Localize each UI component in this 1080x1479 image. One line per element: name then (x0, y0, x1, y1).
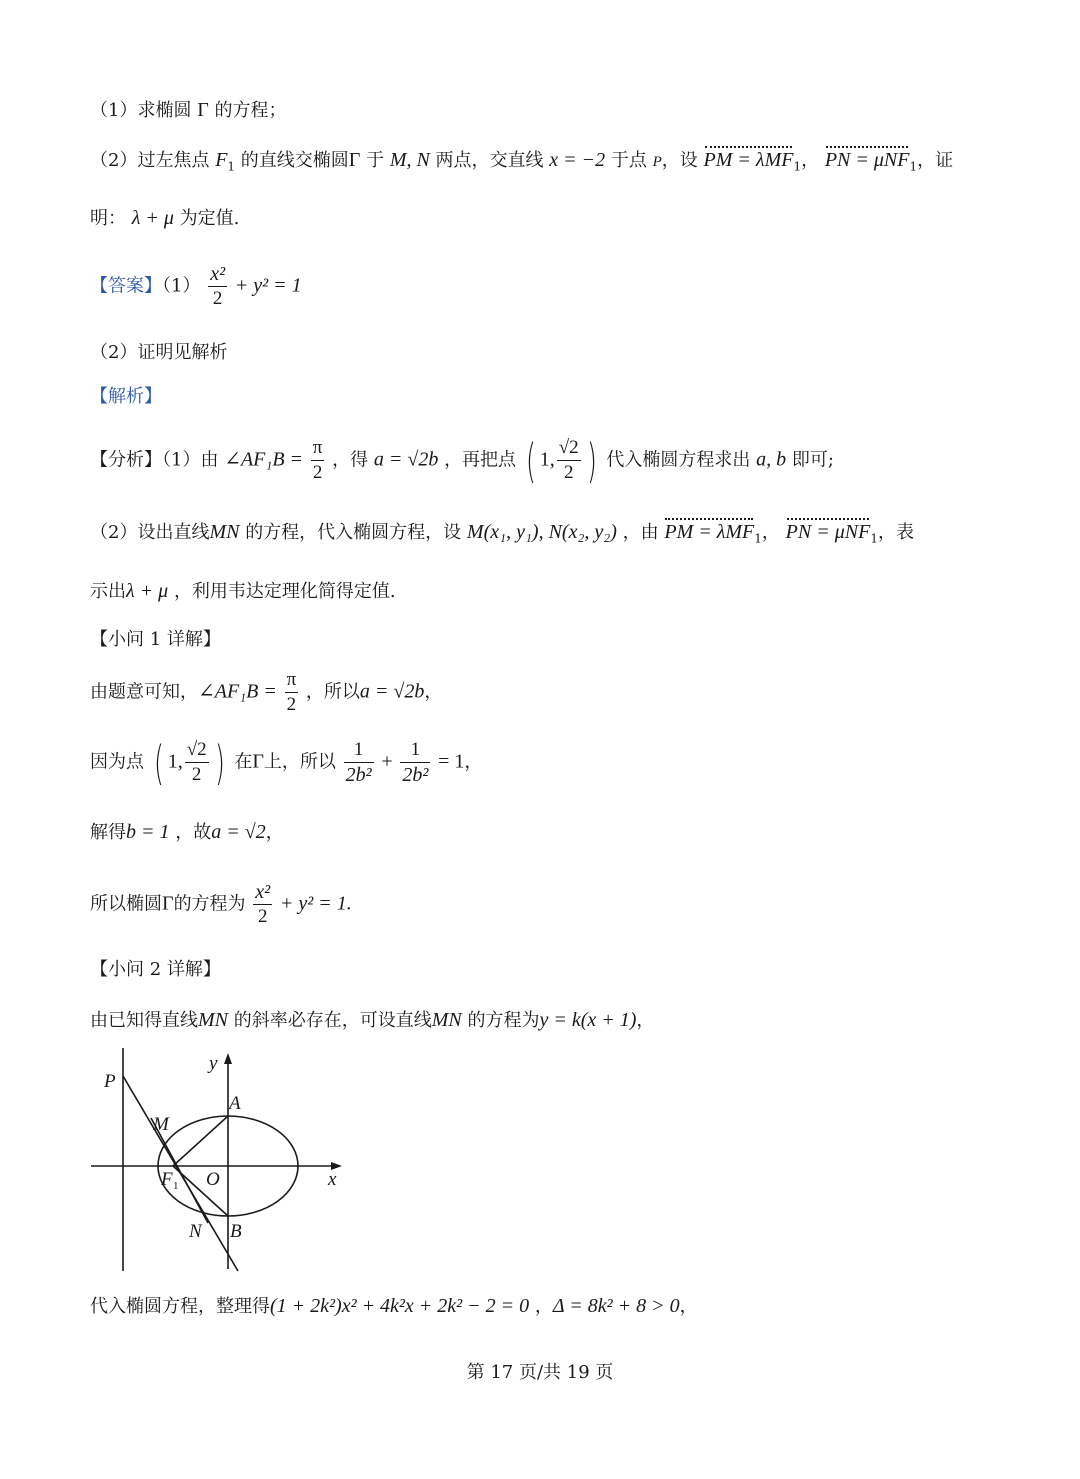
label-F1-sub: 1 (173, 1180, 179, 1192)
analysis-line3: 示出λ + μ ，利用韦达定理化简得定值. (90, 580, 396, 602)
fraction: $\frac{\text{x²}}{2}$ (210, 263, 226, 309)
label-A: A (229, 1093, 241, 1114)
y-axis-arrow (224, 1053, 232, 1064)
jiexi-tag: 【解析】 (90, 386, 162, 407)
sub1-line4: 所以椭圆Γ的方程为 $\frac{\text{x²}}{2}$ + y² = 1. (90, 881, 352, 927)
analysis-line1: 【分析】（1）由 ∠AF₁B = $\frac{\pi}{2}$ ，得 a = √2b ，再把点 ( 1, $\frac{√2}{2}$ ) 代入椭圆方程求出 a, b 即可; (90, 433, 834, 488)
question-2: （2）过左焦点 $F_1$ 的直线交椭圆Γ 于 M, N 两点，交直线 x = −2 于点 P，设 PM = λMF$_1$， PN = μNF$_1$，证 (90, 149, 954, 174)
sub2-line2: 代入椭圆方程，整理得(1 + 2k²)x² + 4k²x + 2k² − 2 = 0 ，Δ = 8k² + 8 > 0， (90, 1295, 698, 1317)
label-N: N (189, 1221, 202, 1242)
answer-part1: 【答案】（1） $\frac{\text{x²}}{2}$ + y² = 1 (90, 263, 302, 309)
answer-part2: （2）证明见解析 (90, 342, 228, 363)
ellipse-diagram (88, 1043, 358, 1275)
label-M: M (153, 1114, 169, 1135)
sub2-line1: 由已知得直线MN 的斜率必存在，可设直线MN 的方程为y = k(x + 1)， (90, 1009, 655, 1031)
sub1-line2: 因为点 ( 1, $\frac{√2}{2}$ ) 在Γ上，所以 $\frac{1}{\text{2b²}}$ + $\frac{1}{\text{2b²}}$ = 1， (90, 735, 483, 790)
page-footer: 第 17 页/共 19 页 (466, 1362, 614, 1383)
label-B: B (230, 1221, 242, 1242)
analysis-line2: （2）设出直线MN 的方程，代入椭圆方程，设 M(x₁, y₁), N(x₂, y₂) ，由 PM = λMF$_1$， PN = μNF$_1$，表 (90, 521, 914, 546)
question-1: （1）求椭圆 Γ 的方程； (90, 99, 287, 121)
sub1-line3: 解得b = 1 ，故a = √2， (90, 821, 284, 843)
label-F1: F (161, 1169, 173, 1190)
label-O: O (206, 1169, 220, 1190)
label-y: y (209, 1053, 218, 1074)
sub1-line1: 由题意可知，∠AF₁B = $\frac{\pi}{2}$ ，所以a = √2b， (90, 669, 443, 715)
question-2-cont: 明： λ + μ 为定值. (90, 207, 240, 229)
label-P: P (104, 1071, 116, 1092)
sub2-tag: 【小问 2 详解】 (90, 959, 221, 980)
label-x: x (328, 1169, 337, 1190)
sub1-tag: 【小问 1 详解】 (90, 629, 221, 650)
segment-F1A (173, 1116, 228, 1166)
